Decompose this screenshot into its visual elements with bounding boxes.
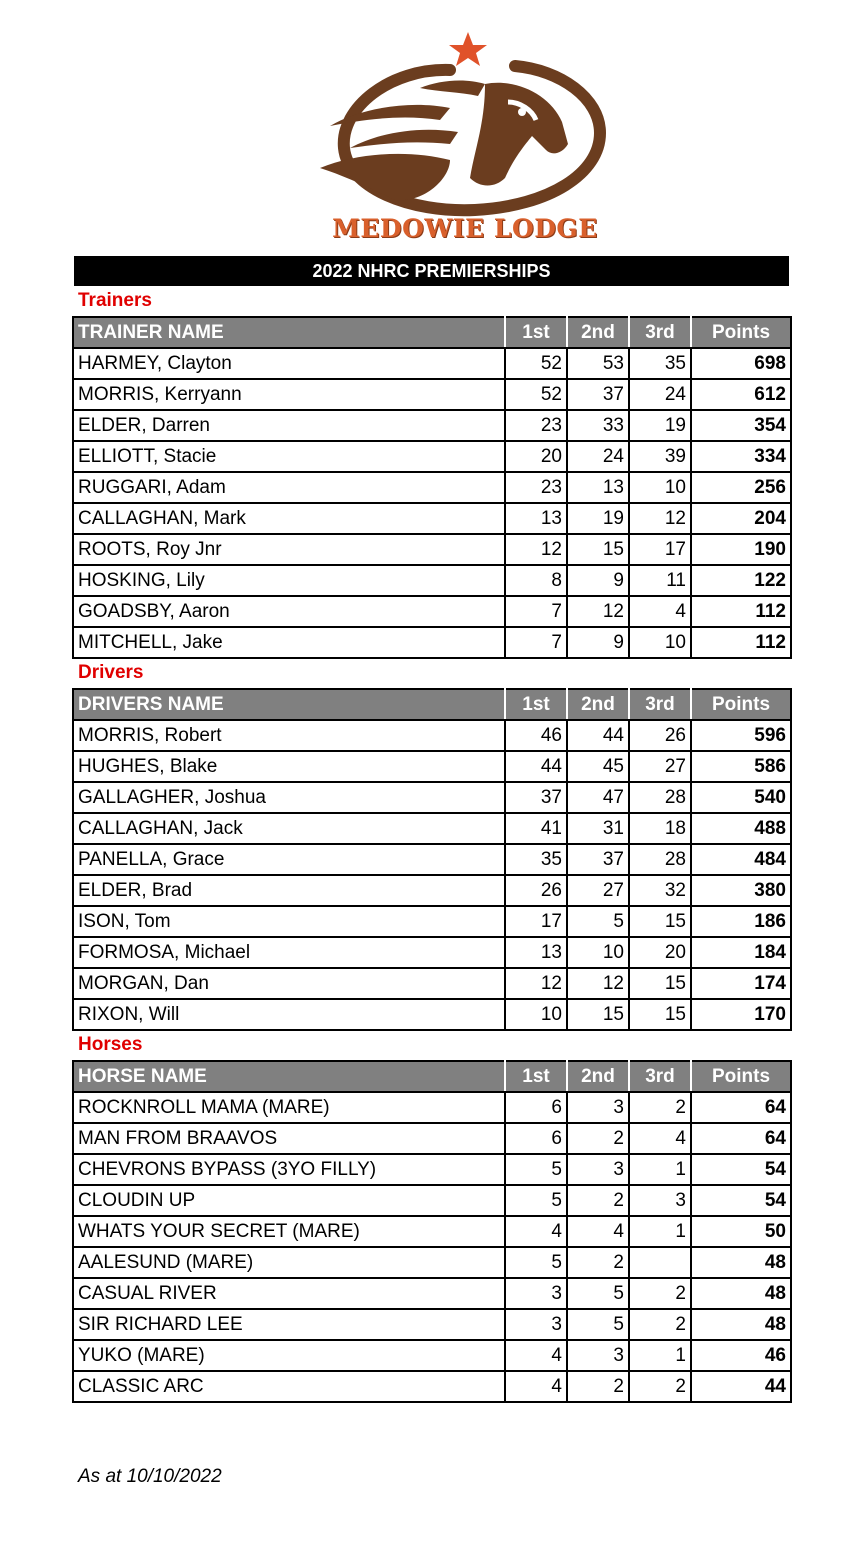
cell-name: CASUAL RIVER	[73, 1278, 505, 1309]
table-header-row	[73, 1061, 791, 1092]
cell-first: 13	[505, 937, 567, 968]
cell-points: 54	[691, 1185, 791, 1216]
cell-name: MORRIS, Robert	[73, 720, 505, 751]
column-header-third: 3rd	[629, 1061, 691, 1092]
table-row	[73, 503, 791, 534]
cell-second: 2	[567, 1185, 629, 1216]
cell-second: 3	[567, 1154, 629, 1185]
cell-second: 4	[567, 1216, 629, 1247]
cell-points: 596	[691, 720, 791, 751]
cell-third: 18	[629, 813, 691, 844]
cell-points: 190	[691, 534, 791, 565]
cell-first: 35	[505, 844, 567, 875]
table-header-row	[73, 689, 791, 720]
cell-name: FORMOSA, Michael	[73, 937, 505, 968]
cell-first: 5	[505, 1185, 567, 1216]
cell-first: 46	[505, 720, 567, 751]
section-title-trainers: Trainers	[78, 290, 152, 311]
cell-name: GALLAGHER, Joshua	[73, 782, 505, 813]
cell-points: 186	[691, 906, 791, 937]
table-row	[73, 1371, 791, 1402]
cell-name: ELLIOTT, Stacie	[73, 441, 505, 472]
column-header-first: 1st	[505, 689, 567, 720]
table-row	[73, 1247, 791, 1278]
cell-second: 15	[567, 999, 629, 1030]
cell-first: 6	[505, 1123, 567, 1154]
cell-first: 7	[505, 596, 567, 627]
cell-first: 4	[505, 1216, 567, 1247]
cell-name: ISON, Tom	[73, 906, 505, 937]
cell-name: ELDER, Darren	[73, 410, 505, 441]
cell-first: 37	[505, 782, 567, 813]
table-row	[73, 968, 791, 999]
cell-second: 5	[567, 1278, 629, 1309]
cell-second: 2	[567, 1371, 629, 1402]
page-title: 2022 NHRC PREMIERSHIPS	[74, 256, 789, 286]
table-row	[73, 627, 791, 658]
cell-third: 10	[629, 627, 691, 658]
drivers-table	[72, 688, 792, 1031]
cell-second: 44	[567, 720, 629, 751]
cell-name: MORRIS, Kerryann	[73, 379, 505, 410]
cell-points: 112	[691, 596, 791, 627]
cell-first: 41	[505, 813, 567, 844]
cell-points: 484	[691, 844, 791, 875]
cell-points: 122	[691, 565, 791, 596]
cell-second: 10	[567, 937, 629, 968]
cell-third: 11	[629, 565, 691, 596]
cell-first: 5	[505, 1154, 567, 1185]
cell-second: 15	[567, 534, 629, 565]
cell-name: CALLAGHAN, Jack	[73, 813, 505, 844]
cell-third: 27	[629, 751, 691, 782]
table-row	[73, 906, 791, 937]
cell-name: CLASSIC ARC	[73, 1371, 505, 1402]
cell-third: 35	[629, 348, 691, 379]
column-header-second: 2nd	[567, 317, 629, 348]
table-row	[73, 379, 791, 410]
cell-third: 1	[629, 1216, 691, 1247]
cell-third: 2	[629, 1371, 691, 1402]
cell-third: 4	[629, 596, 691, 627]
cell-first: 12	[505, 534, 567, 565]
cell-third: 15	[629, 968, 691, 999]
cell-points: 204	[691, 503, 791, 534]
cell-third: 12	[629, 503, 691, 534]
cell-second: 37	[567, 844, 629, 875]
cell-points: 64	[691, 1092, 791, 1123]
cell-points: 48	[691, 1247, 791, 1278]
cell-first: 4	[505, 1340, 567, 1371]
column-header-third: 3rd	[629, 317, 691, 348]
column-header-first: 1st	[505, 317, 567, 348]
cell-second: 47	[567, 782, 629, 813]
cell-third: 17	[629, 534, 691, 565]
cell-third: 28	[629, 782, 691, 813]
table-row	[73, 1340, 791, 1371]
cell-first: 20	[505, 441, 567, 472]
cell-second: 2	[567, 1247, 629, 1278]
column-header-second: 2nd	[567, 689, 629, 720]
cell-second: 24	[567, 441, 629, 472]
cell-points: 112	[691, 627, 791, 658]
table-row	[73, 565, 791, 596]
cell-third: 19	[629, 410, 691, 441]
column-header-second: 2nd	[567, 1061, 629, 1092]
cell-second: 12	[567, 968, 629, 999]
cell-second: 53	[567, 348, 629, 379]
as-at-date: As at 10/10/2022	[78, 1466, 222, 1487]
column-header-name: HORSE NAME	[73, 1061, 505, 1092]
cell-first: 6	[505, 1092, 567, 1123]
cell-points: 256	[691, 472, 791, 503]
cell-name: MORGAN, Dan	[73, 968, 505, 999]
table-row	[73, 844, 791, 875]
column-header-name: TRAINER NAME	[73, 317, 505, 348]
table-row	[73, 999, 791, 1030]
cell-name: AALESUND (MARE)	[73, 1247, 505, 1278]
cell-first: 17	[505, 906, 567, 937]
cell-third: 2	[629, 1278, 691, 1309]
column-header-points: Points	[691, 317, 791, 348]
cell-second: 9	[567, 565, 629, 596]
table-header-row	[73, 317, 791, 348]
cell-name: MAN FROM BRAAVOS	[73, 1123, 505, 1154]
cell-third: 4	[629, 1123, 691, 1154]
table-row	[73, 813, 791, 844]
cell-third: 3	[629, 1185, 691, 1216]
cell-first: 8	[505, 565, 567, 596]
cell-name: SIR RICHARD LEE	[73, 1309, 505, 1340]
cell-second: 9	[567, 627, 629, 658]
table-row	[73, 441, 791, 472]
cell-first: 10	[505, 999, 567, 1030]
cell-third: 28	[629, 844, 691, 875]
column-header-points: Points	[691, 1061, 791, 1092]
cell-first: 13	[505, 503, 567, 534]
cell-third: 10	[629, 472, 691, 503]
cell-points: 48	[691, 1278, 791, 1309]
cell-name: CHEVRONS BYPASS (3YO FILLY)	[73, 1154, 505, 1185]
cell-second: 5	[567, 1309, 629, 1340]
table-row	[73, 1278, 791, 1309]
cell-points: 54	[691, 1154, 791, 1185]
cell-points: 334	[691, 441, 791, 472]
cell-points: 48	[691, 1309, 791, 1340]
column-header-points: Points	[691, 689, 791, 720]
cell-third: 2	[629, 1092, 691, 1123]
cell-points: 170	[691, 999, 791, 1030]
cell-third: 1	[629, 1154, 691, 1185]
cell-third: 1	[629, 1340, 691, 1371]
cell-points: 698	[691, 348, 791, 379]
cell-name: ROCKNROLL MAMA (MARE)	[73, 1092, 505, 1123]
cell-first: 12	[505, 968, 567, 999]
cell-first: 5	[505, 1247, 567, 1278]
cell-first: 23	[505, 410, 567, 441]
cell-points: 540	[691, 782, 791, 813]
cell-name: YUKO (MARE)	[73, 1340, 505, 1371]
cell-first: 7	[505, 627, 567, 658]
table-row	[73, 937, 791, 968]
cell-second: 33	[567, 410, 629, 441]
cell-second: 45	[567, 751, 629, 782]
cell-name: ELDER, Brad	[73, 875, 505, 906]
table-row	[73, 751, 791, 782]
cell-first: 52	[505, 379, 567, 410]
cell-points: 44	[691, 1371, 791, 1402]
cell-points: 612	[691, 379, 791, 410]
cell-third: 2	[629, 1309, 691, 1340]
section-title-horses: Horses	[78, 1034, 143, 1055]
star-icon	[449, 32, 487, 66]
cell-second: 3	[567, 1092, 629, 1123]
cell-points: 46	[691, 1340, 791, 1371]
table-row	[73, 348, 791, 379]
cell-name: PANELLA, Grace	[73, 844, 505, 875]
cell-second: 12	[567, 596, 629, 627]
cell-name: CALLAGHAN, Mark	[73, 503, 505, 534]
cell-points: 354	[691, 410, 791, 441]
logo-wordmark: MEDOWIE LODGE	[332, 214, 598, 243]
table-row	[73, 875, 791, 906]
cell-name: HARMEY, Clayton	[73, 348, 505, 379]
cell-points: 174	[691, 968, 791, 999]
cell-second: 31	[567, 813, 629, 844]
cell-third: 20	[629, 937, 691, 968]
cell-first: 3	[505, 1278, 567, 1309]
cell-third: 32	[629, 875, 691, 906]
table-row	[73, 1092, 791, 1123]
cell-name: CLOUDIN UP	[73, 1185, 505, 1216]
cell-second: 5	[567, 906, 629, 937]
cell-third: 24	[629, 379, 691, 410]
cell-points: 488	[691, 813, 791, 844]
cell-second: 2	[567, 1123, 629, 1154]
horses-table	[72, 1060, 792, 1403]
table-row	[73, 534, 791, 565]
cell-points: 50	[691, 1216, 791, 1247]
column-header-first: 1st	[505, 1061, 567, 1092]
table-row	[73, 1123, 791, 1154]
section-title-drivers: Drivers	[78, 662, 144, 683]
cell-first: 26	[505, 875, 567, 906]
table-row	[73, 1216, 791, 1247]
cell-first: 52	[505, 348, 567, 379]
cell-name: MITCHELL, Jake	[73, 627, 505, 658]
cell-second: 3	[567, 1340, 629, 1371]
table-row	[73, 720, 791, 751]
cell-points: 380	[691, 875, 791, 906]
trainers-table	[72, 316, 792, 659]
cell-first: 3	[505, 1309, 567, 1340]
column-header-third: 3rd	[629, 689, 691, 720]
cell-third: 26	[629, 720, 691, 751]
cell-name: GOADSBY, Aaron	[73, 596, 505, 627]
cell-third: 39	[629, 441, 691, 472]
table-row	[73, 1154, 791, 1185]
table-row	[73, 782, 791, 813]
cell-name: RIXON, Will	[73, 999, 505, 1030]
table-row	[73, 596, 791, 627]
cell-first: 44	[505, 751, 567, 782]
cell-second: 27	[567, 875, 629, 906]
cell-name: HUGHES, Blake	[73, 751, 505, 782]
table-row	[73, 472, 791, 503]
cell-second: 13	[567, 472, 629, 503]
cell-points: 184	[691, 937, 791, 968]
cell-points: 586	[691, 751, 791, 782]
cell-points: 64	[691, 1123, 791, 1154]
cell-name: RUGGARI, Adam	[73, 472, 505, 503]
table-row	[73, 1185, 791, 1216]
cell-name: WHATS YOUR SECRET (MARE)	[73, 1216, 505, 1247]
cell-third	[629, 1247, 691, 1278]
table-row	[73, 410, 791, 441]
cell-second: 37	[567, 379, 629, 410]
cell-name: HOSKING, Lily	[73, 565, 505, 596]
column-header-name: DRIVERS NAME	[73, 689, 505, 720]
cell-second: 19	[567, 503, 629, 534]
cell-third: 15	[629, 999, 691, 1030]
cell-first: 23	[505, 472, 567, 503]
horse-head-icon	[300, 28, 630, 218]
cell-name: ROOTS, Roy Jnr	[73, 534, 505, 565]
cell-first: 4	[505, 1371, 567, 1402]
cell-third: 15	[629, 906, 691, 937]
table-row	[73, 1309, 791, 1340]
